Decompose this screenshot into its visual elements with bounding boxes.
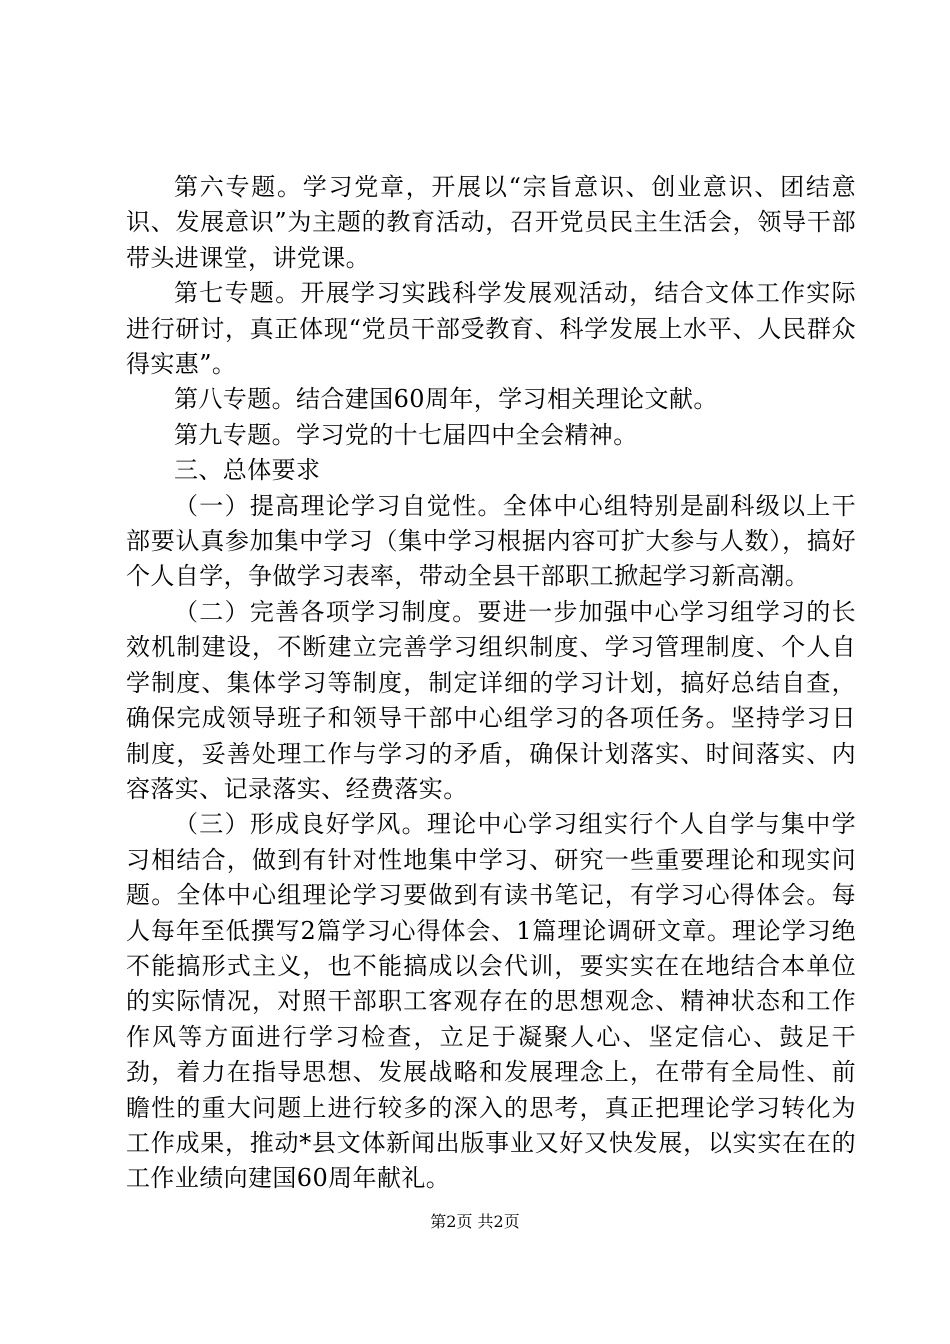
paragraph-requirement-1: （一）提高理论学习自觉性。全体中心组特别是副科级以上干部要认真参加集中学习（集中学习根据内容可扩大参与人数），搞好个人自学，争做学习表率，带动全县干部职工掀起学习新高潮。 — [126, 491, 856, 591]
paragraph-topic-7: 第七专题。开展学习实践科学发展观活动，结合文体工作实际进行研讨，真正体现“党员干部受教育、科学发展上水平、人民群众得实惠”。 — [126, 279, 856, 379]
section-heading-requirements: 三、总体要求 — [174, 456, 321, 485]
paragraph-topic-8: 第八专题。结合建国60周年，学习相关理论文献。 — [174, 385, 718, 414]
paragraph-requirement-3: （三）形成良好学风。理论中心学习组实行个人自学与集中学习相结合，做到有针对性地集中学习、研究一些重要理论和现实问题。全体中心组理论学习要做到有读书笔记，有学习心得体会。每人每年至低撰写2篇学习心得体会、1篇理论调研文章。理论学习绝不能搞形式主义，也不能搞成以会代训，要实实在在地结合本单位的实际情况，对照干部职工客观存在的思想观念、精神状态和工作作风等方面进行学习检查，立足于凝聚人心、坚定信心、鼓足干劲，着力在指导思想、发展战略和发展理念上，在带有全局性、前瞻性的重大问题上进行较多的深入的思考，真正把理论学习转化为工作成果，推动*县文体新闻出版事业又好又快发展，以实实在在的工作业绩向建国60周年献礼。 — [126, 810, 856, 1193]
paragraph-topic-9: 第九专题。学习党的十七届四中全会精神。 — [174, 420, 638, 449]
paragraph-requirement-2: （二）完善各项学习制度。要进一步加强中心学习组学习的长效机制建设，不断建立完善学习组织制度、学习管理制度、个人自学制度、集体学习等制度，制定详细的学习计划，搞好总结自查，确保完成领导班子和领导干部中心组学习的各项任务。坚持学习日制度，妥善处理工作与学习的矛盾，确保计划落实、时间落实、内容落实、记录落实、经费落实。 — [126, 597, 856, 803]
page-footer: 第2页 共2页 — [430, 1212, 520, 1231]
document-body — [126, 170, 856, 1197]
paragraph-topic-6: 第六专题。学习党章，开展以“宗旨意识、创业意识、团结意识、发展意识”为主题的教育活动，召开党员民主生活会，领导干部带头进课堂，讲党课。 — [126, 173, 856, 272]
